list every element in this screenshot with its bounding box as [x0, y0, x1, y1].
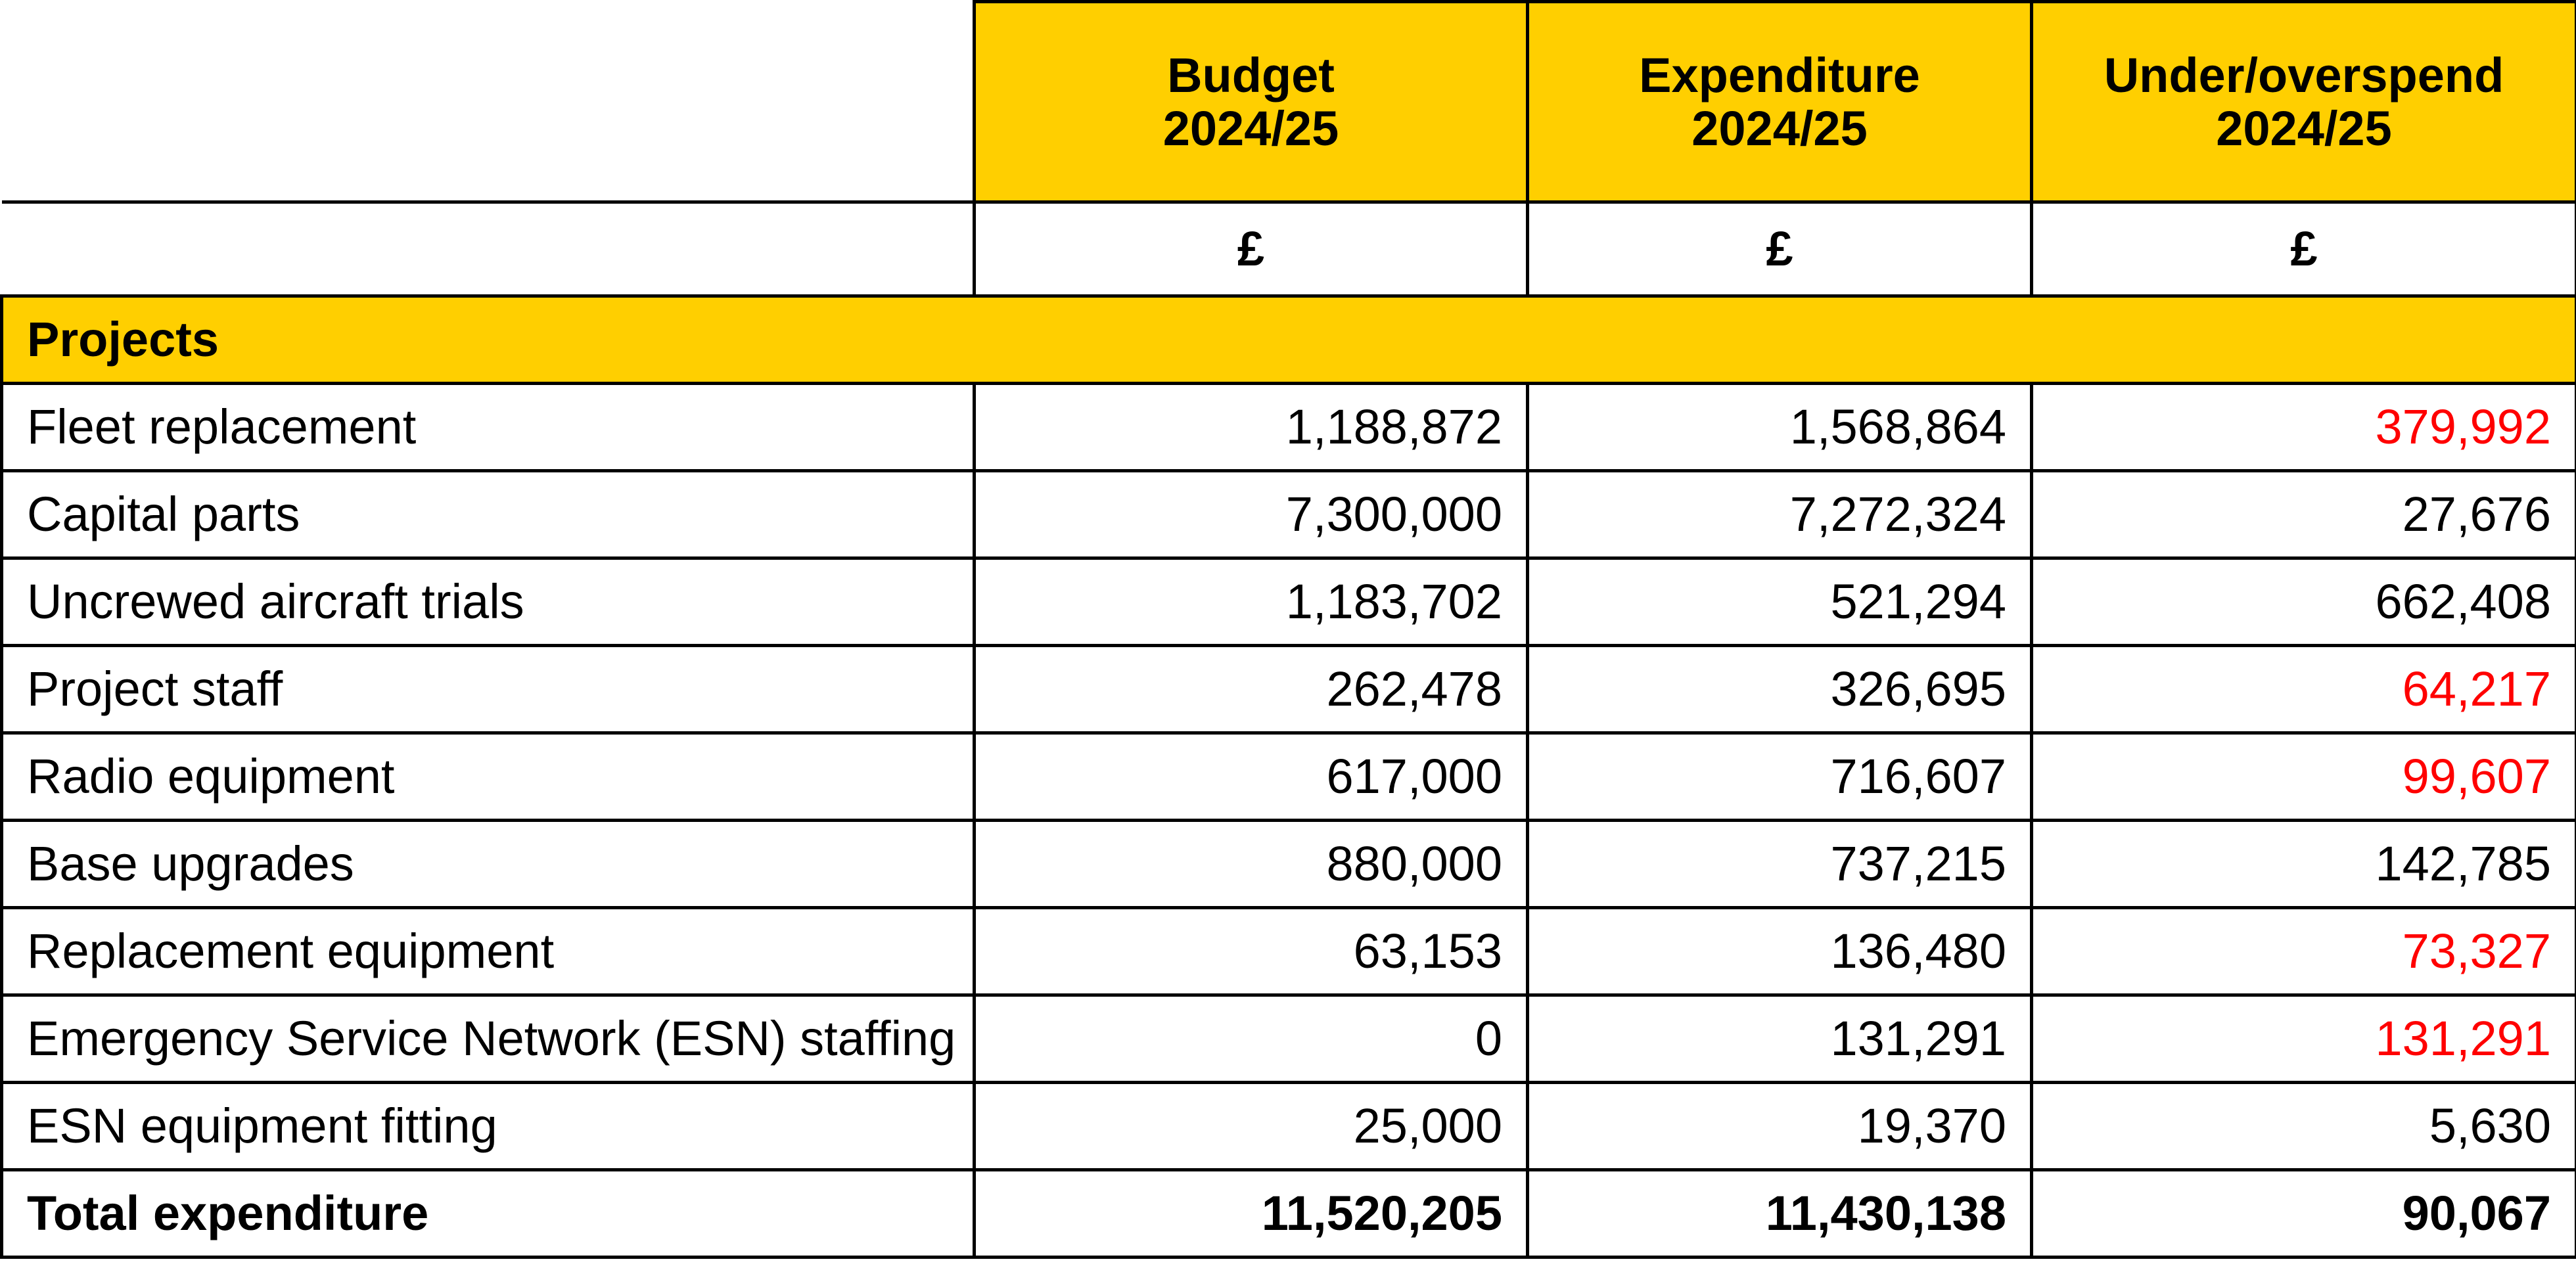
row-label: Radio equipment — [2, 733, 975, 821]
row-label: Base upgrades — [2, 821, 975, 908]
row-budget: 262,478 — [975, 646, 1528, 733]
row-expenditure: 737,215 — [1528, 821, 2032, 908]
column-header-year: 2024/25 — [1691, 101, 1868, 156]
row-variance: 5,630 — [2032, 1083, 2576, 1170]
total-variance: 90,067 — [2032, 1170, 2576, 1258]
row-budget: 63,153 — [975, 908, 1528, 995]
row-variance: 99,607 — [2032, 733, 2576, 821]
table-row — [2, 558, 2576, 646]
row-budget: 7,300,000 — [975, 471, 1528, 558]
column-header-variance — [2032, 2, 2576, 202]
row-variance: 142,785 — [2032, 821, 2576, 908]
column-header-line: Budget — [1167, 47, 1335, 102]
table-row — [2, 733, 2576, 821]
row-budget: 0 — [975, 995, 1528, 1083]
row-label: Uncrewed aircraft trials — [2, 558, 975, 646]
row-label: Replacement equipment — [2, 908, 975, 995]
table-row — [2, 384, 2576, 471]
row-expenditure: 19,370 — [1528, 1083, 2032, 1170]
row-variance: 131,291 — [2032, 995, 2576, 1083]
corner-cell — [2, 2, 975, 202]
row-label: Project staff — [2, 646, 975, 733]
column-header-year: 2024/25 — [1162, 101, 1339, 156]
units-row — [2, 202, 2576, 296]
table-row — [2, 995, 2576, 1083]
unit-budget: £ — [975, 202, 1528, 296]
column-header-year: 2024/25 — [2216, 101, 2392, 156]
table-row — [2, 908, 2576, 995]
column-header-expenditure — [1528, 2, 2032, 202]
row-expenditure: 7,272,324 — [1528, 471, 2032, 558]
column-header-budget — [975, 2, 1528, 202]
total-expenditure: 11,430,138 — [1528, 1170, 2032, 1258]
table-row — [2, 1083, 2576, 1170]
table-row — [2, 471, 2576, 558]
table-row — [2, 646, 2576, 733]
row-expenditure: 136,480 — [1528, 908, 2032, 995]
column-header-line: Under/overspend — [2104, 47, 2504, 102]
row-budget: 1,188,872 — [975, 384, 1528, 471]
unit-variance: £ — [2032, 202, 2576, 296]
row-variance: 73,327 — [2032, 908, 2576, 995]
row-label: Fleet replacement — [2, 384, 975, 471]
row-expenditure: 131,291 — [1528, 995, 2032, 1083]
row-budget: 1,183,702 — [975, 558, 1528, 646]
row-expenditure: 326,695 — [1528, 646, 2032, 733]
row-variance: 64,217 — [2032, 646, 2576, 733]
row-label: Emergency Service Network (ESN) staffing — [2, 995, 975, 1083]
row-variance: 27,676 — [2032, 471, 2576, 558]
section-row — [2, 296, 2576, 384]
row-label: Capital parts — [2, 471, 975, 558]
section-title: Projects — [2, 296, 2576, 384]
row-variance: 662,408 — [2032, 558, 2576, 646]
row-budget: 617,000 — [975, 733, 1528, 821]
corner-cell — [2, 202, 975, 296]
row-expenditure: 716,607 — [1528, 733, 2032, 821]
header-row — [2, 2, 2576, 202]
row-expenditure: 521,294 — [1528, 558, 2032, 646]
row-budget: 25,000 — [975, 1083, 1528, 1170]
total-label: Total expenditure — [2, 1170, 975, 1258]
row-expenditure: 1,568,864 — [1528, 384, 2032, 471]
table-row — [2, 821, 2576, 908]
row-variance: 379,992 — [2032, 384, 2576, 471]
total-budget: 11,520,205 — [975, 1170, 1528, 1258]
unit-expenditure: £ — [1528, 202, 2032, 296]
row-budget: 880,000 — [975, 821, 1528, 908]
total-row — [2, 1170, 2576, 1258]
column-header-line: Expenditure — [1639, 47, 1920, 102]
row-label: ESN equipment fitting — [2, 1083, 975, 1170]
